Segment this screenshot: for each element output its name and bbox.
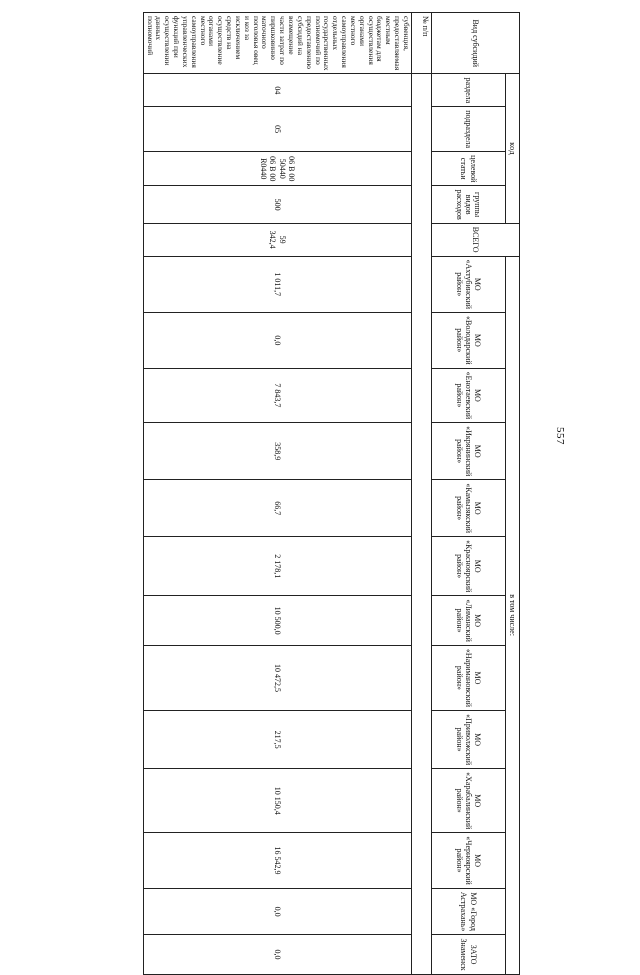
subsection-code: 05 [143,107,411,152]
code-col-target: целевой статьи [432,152,506,186]
data-row [143,13,411,975]
total-value: 59 342,4 [143,223,411,256]
target-article-code: 06 В 00 50440 06 В 00 R0440 [143,152,411,186]
subsidy-type-header: Вид субсидий [432,13,520,74]
municipality-11: МО «Город Астрахань» [432,888,506,935]
row-number-header: № п/п [412,13,432,74]
code-col-subsection: подраздела [432,107,506,152]
municipality-5: МО «Красноярский район» [432,537,506,596]
municipality-6: МО «Лиманский район» [432,596,506,646]
municipality-0: МО «Ахтубинский район» [432,256,506,313]
municipality-1: МО «Володарский район» [432,313,506,369]
municipality-9: МО «Харабалинский район» [432,769,506,833]
municipality-12: ЗАТО Знаменск [432,935,506,974]
value-10: 16 542,9 [143,833,411,889]
value-1: 0,0 [143,313,411,369]
municipality-4: МО «Камызякский район» [432,480,506,537]
value-7: 10 472,5 [143,645,411,710]
municipality-8: МО «Приволжский район» [432,711,506,769]
value-9: 10 150,4 [143,769,411,833]
value-4: 66,7 [143,480,411,537]
municipality-3: МО «Икрянинский район» [432,423,506,480]
page-number: 557 [554,427,566,445]
code-col-section: раздела [432,74,506,107]
expense-group-code: 500 [143,186,411,223]
number-row [412,13,432,975]
municipality-10: МО «Черноярский район» [432,833,506,889]
value-8: 217,5 [143,711,411,769]
value-6: 10 500,0 [143,596,411,646]
section-code: 04 [143,74,411,107]
total-header: ВСЕГО [432,223,520,256]
code-col-group: группы видов расходов [432,186,506,223]
header-row-top [506,13,520,975]
municipality-2: МО «Енотаевский район» [432,368,506,423]
including-header: в том числе: [506,256,520,974]
subsidy-table [143,12,520,975]
value-5: 2 178,1 [143,537,411,596]
value-11: 0,0 [143,888,411,935]
header-row-spacer [505,13,506,975]
value-3: 358,9 [143,423,411,480]
value-0: 1 011,7 [143,256,411,313]
value-2: 7 843,7 [143,368,411,423]
subsidy-description: субвенция, предоставляемая местным бюджетам для осуществления органами местного самоуправления отдельных государственных полномочий по предоставлению субсидий на возмещение части затрат по пиршковинно маточного поголовья овец и коз за исключением средств на осуществление органами местного самоуправления управленческих функций при осуществлении данных полномочий [143,13,411,74]
code-header: код [506,74,520,223]
value-12: 0,0 [143,935,411,974]
municipality-7: МО «Наримановский район» [432,645,506,710]
